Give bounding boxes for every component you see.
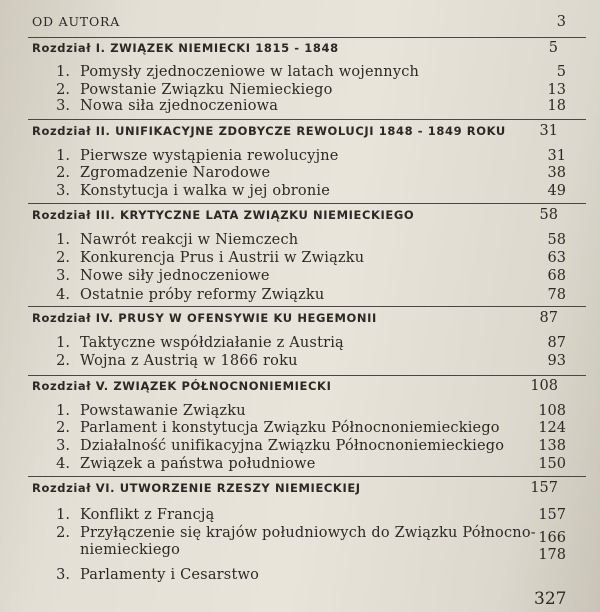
- chapter-title: Rozdział III. KRYTYCZNE LATA ZWIĄZKU NIEMIECKIEGO: [32, 208, 415, 222]
- section-number: 3.: [56, 438, 70, 454]
- section-page: 49: [547, 183, 566, 199]
- toc-entry: [0, 285, 600, 305]
- chapter-page: 5: [548, 40, 558, 56]
- section-page: 178: [538, 547, 566, 563]
- toc-entry: [0, 181, 600, 201]
- section-title: Ostatnie próby reformy Związku: [80, 287, 325, 303]
- chapter-heading: [0, 376, 600, 396]
- toc-entry: [0, 266, 600, 286]
- page-number: 327: [534, 589, 567, 609]
- preface-label: OD AUTORA: [32, 14, 121, 29]
- divider: [28, 306, 586, 307]
- section-page: 5: [556, 64, 566, 80]
- section-page: 38: [547, 165, 566, 181]
- section-number: 2.: [56, 525, 70, 541]
- section-number: 1.: [56, 335, 70, 351]
- section-number: 3.: [56, 567, 70, 583]
- section-number: 3.: [56, 183, 70, 199]
- section-title: Pierwsze wystąpienia rewolucyjne: [80, 148, 339, 164]
- section-number: 2.: [56, 353, 70, 369]
- toc-entry: [0, 333, 600, 353]
- chapter-title: Rozdział VI. UTWORZENIE RZESZY NIEMIECKIEJ: [32, 481, 361, 495]
- section-title: Nawrót reakcji w Niemczech: [80, 232, 299, 248]
- section-title: Powstanie Związku Niemieckiego: [80, 82, 333, 98]
- toc-entry: [0, 96, 600, 116]
- section-page: 108: [538, 403, 566, 419]
- toc-entry-continuation: [0, 540, 600, 563]
- section-title-continued: niemieckiego: [80, 542, 181, 558]
- section-number: 2.: [56, 165, 70, 181]
- section-number: 2.: [56, 250, 70, 266]
- toc-entry: [0, 436, 600, 456]
- section-page: 93: [547, 353, 566, 369]
- section-number: 1.: [56, 64, 70, 80]
- divider: [28, 476, 586, 477]
- chapter-page: 31: [539, 123, 558, 139]
- chapter-heading: [0, 478, 600, 498]
- section-number: 4.: [56, 456, 70, 472]
- section-number: 3.: [56, 268, 70, 284]
- section-title: Parlamenty i Cesarstwo: [80, 567, 260, 583]
- toc-entry: [0, 418, 600, 438]
- chapter-heading: [0, 308, 600, 328]
- section-title: Konkurencja Prus i Austrii w Związku: [80, 250, 365, 266]
- section-number: 1.: [56, 232, 70, 248]
- section-page: 58: [547, 232, 566, 248]
- section-number: 1.: [56, 507, 70, 523]
- section-title: Parlament i konstytucja Związku Północnoniemieckiego: [80, 420, 500, 436]
- chapter-heading: [0, 205, 600, 225]
- toc-preface: [0, 12, 600, 32]
- section-page: 87: [547, 335, 566, 351]
- section-page: 78: [547, 287, 566, 303]
- section-page: 63: [547, 250, 566, 266]
- section-page: 31: [547, 148, 566, 164]
- toc-entry: [0, 248, 600, 268]
- section-title: Pomysły zjednoczeniowe w latach wojennych: [80, 64, 420, 80]
- section-number: 1.: [56, 403, 70, 419]
- toc-entry: [0, 565, 600, 585]
- section-page: 124: [538, 420, 566, 436]
- section-title: Taktyczne współdziałanie z Austrią: [80, 335, 344, 351]
- chapter-heading: [0, 121, 600, 141]
- chapter-page: 108: [530, 378, 558, 394]
- section-page: 150: [538, 456, 566, 472]
- chapter-title: Rozdział I. ZWIĄZEK NIEMIECKI 1815 - 1848: [32, 41, 339, 55]
- toc-entry: [0, 351, 600, 371]
- toc-entry: [0, 454, 600, 474]
- section-title: Powstawanie Związku: [80, 403, 246, 419]
- divider: [28, 203, 586, 204]
- section-page: 166: [538, 530, 566, 546]
- section-title: Nowe siły jednoczeniowe: [80, 268, 270, 284]
- section-title: Związek a państwa południowe: [80, 456, 316, 472]
- preface-page: 3: [556, 14, 566, 30]
- toc-entry: [0, 230, 600, 250]
- chapter-title: Rozdział II. UNIFIKACYJNE ZDOBYCZE REWOLUCJI 1848 - 1849 ROKU: [32, 124, 506, 138]
- section-number: 4.: [56, 287, 70, 303]
- chapter-heading: [0, 38, 600, 58]
- section-title: Konstytucja i walka w jej obronie: [80, 183, 331, 199]
- chapter-page: 157: [530, 480, 558, 496]
- chapter-page: 58: [539, 207, 558, 223]
- chapter-title: Rozdział IV. PRUSY W OFENSYWIE KU HEGEMONII: [32, 311, 377, 325]
- section-number: 2.: [56, 82, 70, 98]
- divider: [28, 119, 586, 120]
- section-page: 157: [538, 507, 566, 523]
- section-title: Wojna z Austrią w 1866 roku: [80, 353, 298, 369]
- section-title: Działalność unifikacyjna Związku Północnoniemieckiego: [80, 438, 505, 454]
- section-title: Zgromadzenie Narodowe: [80, 165, 271, 181]
- section-page: 138: [538, 438, 566, 454]
- section-number: 3.: [56, 98, 70, 114]
- toc-entry: [0, 62, 600, 82]
- toc-entry: [0, 505, 600, 525]
- section-page: 18: [547, 98, 566, 114]
- toc-entry: [0, 163, 600, 183]
- section-page: 68: [547, 268, 566, 284]
- section-page: 13: [547, 82, 566, 98]
- section-number: 2.: [56, 420, 70, 436]
- section-title: Przyłączenie się krajów południowych do Związku Północno-: [80, 525, 536, 541]
- section-title: Konflikt z Francją: [80, 507, 215, 523]
- chapter-title: Rozdział V. ZWIĄZEK PÓŁNOCNONIEMIECKI: [32, 379, 332, 393]
- chapter-page: 87: [539, 310, 558, 326]
- section-title: Nowa siła zjednoczeniowa: [80, 98, 279, 114]
- section-number: 1.: [56, 148, 70, 164]
